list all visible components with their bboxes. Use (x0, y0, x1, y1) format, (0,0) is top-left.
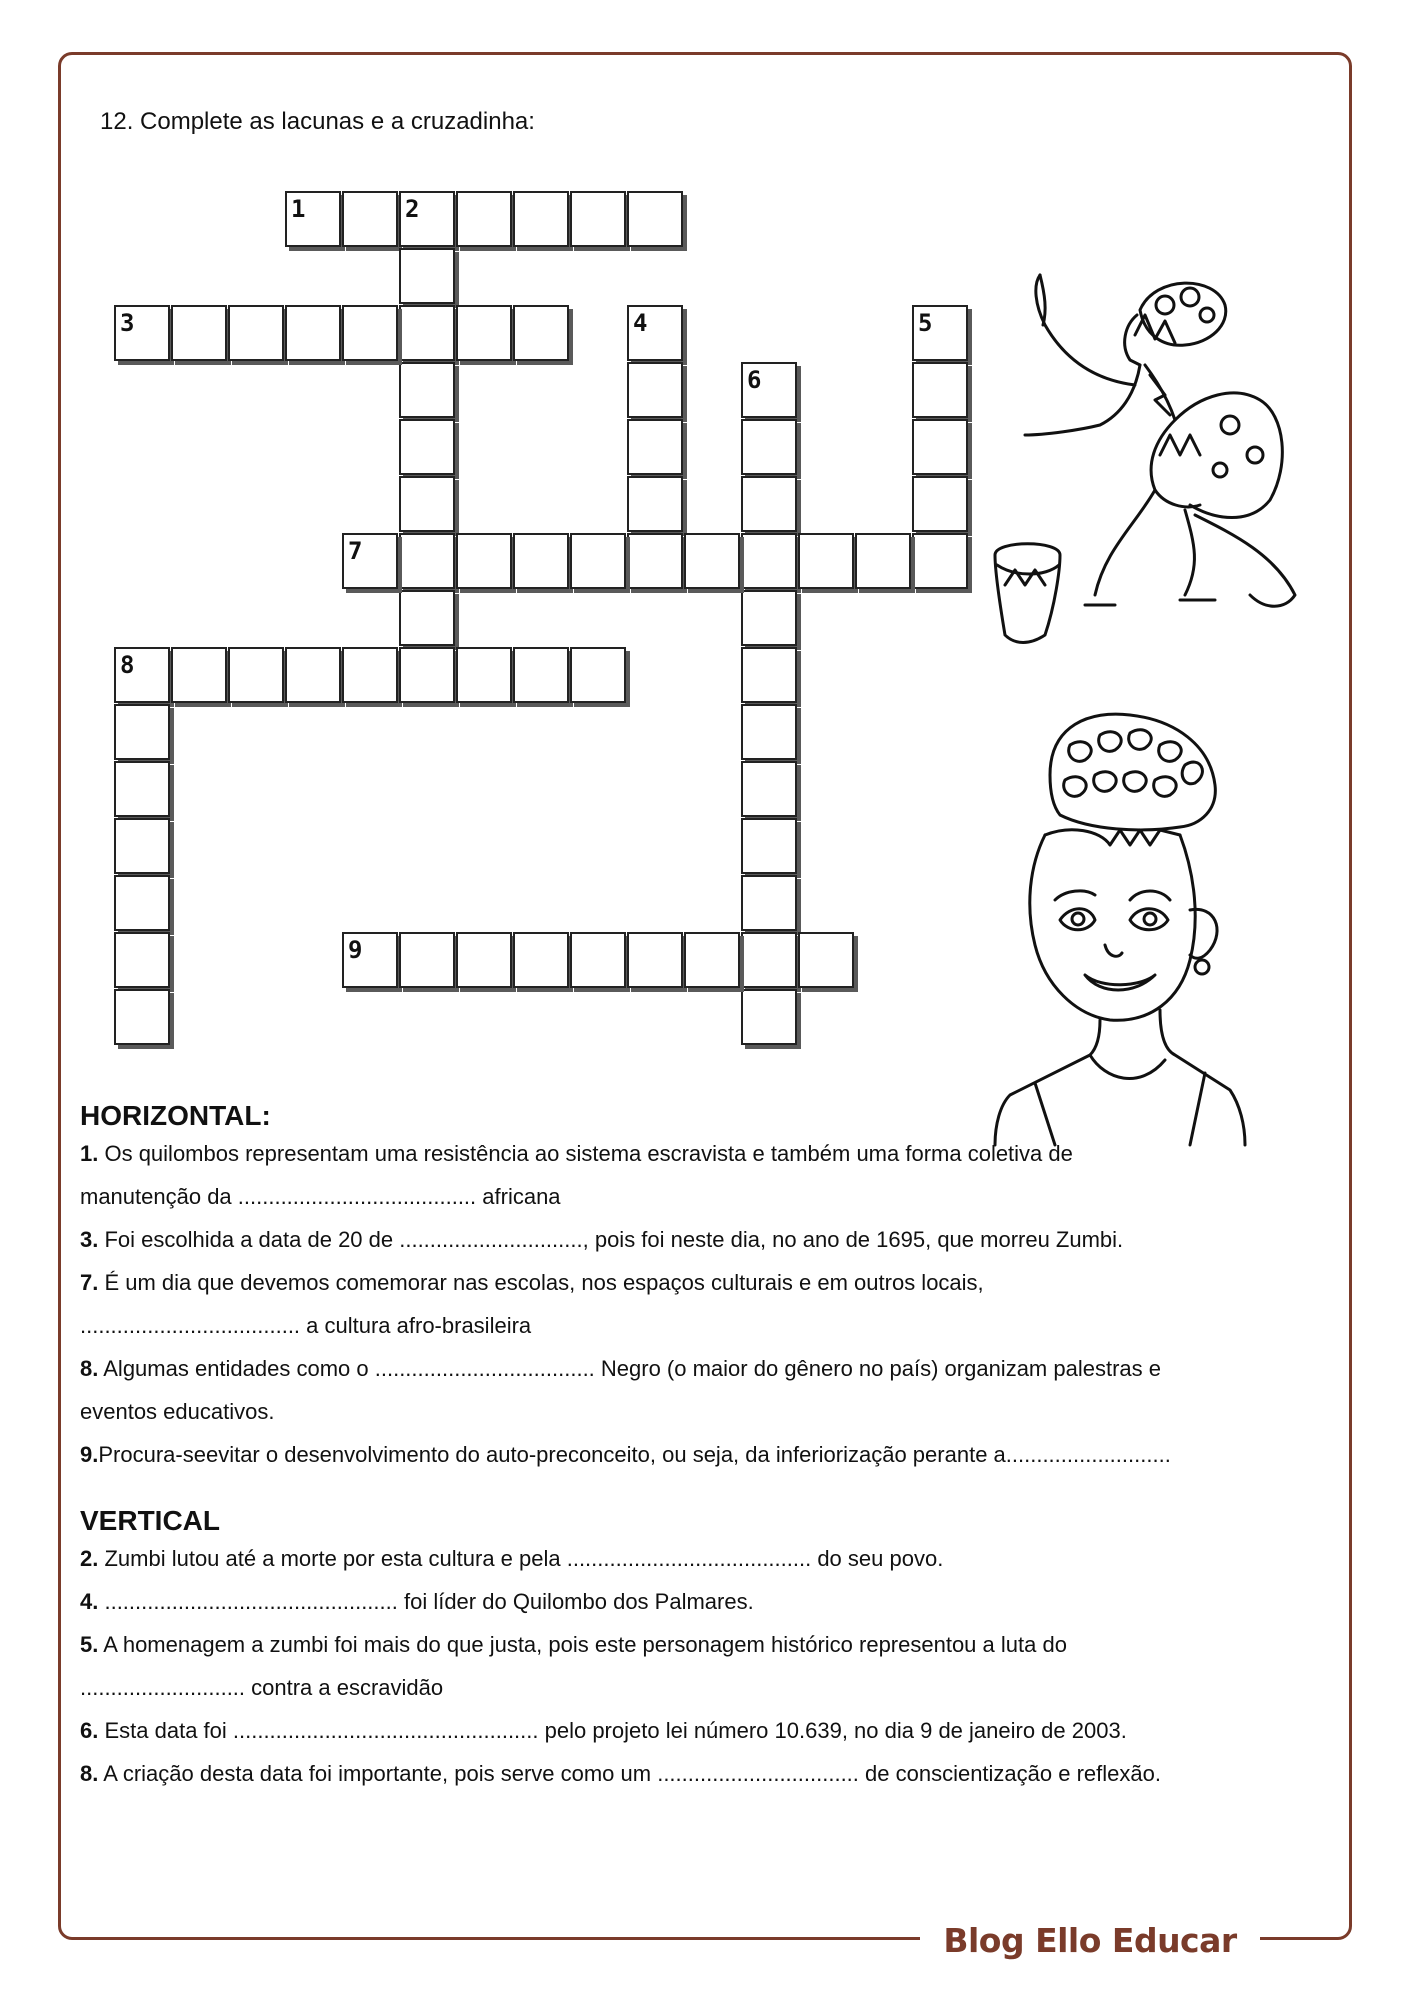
crossword-cell[interactable] (513, 647, 569, 703)
crossword-cell[interactable] (285, 647, 341, 703)
clue-number: 2 (405, 195, 420, 223)
clue-text: Procura-seevitar o desenvolvimento do auto-preconceito, ou seja, da inferiorização perante a........................... (98, 1442, 1171, 1467)
crossword-cell[interactable] (342, 191, 398, 247)
clue-number: 8. (80, 1356, 99, 1381)
crossword-cell[interactable] (513, 191, 569, 247)
clue-text: .................................... a cultura afro-brasileira (80, 1313, 532, 1338)
crossword-cell[interactable] (570, 932, 626, 988)
crossword-cell[interactable] (627, 362, 683, 418)
clue-number: 2. (80, 1546, 99, 1571)
vertical-clue-line (80, 1537, 1340, 1580)
clue-text: Algumas entidades como o .................................... Negro (o maior do gênero no país) organizam palestras e (98, 1356, 1161, 1381)
crossword-cell[interactable] (741, 932, 797, 988)
horizontal-clue-line (80, 1132, 1340, 1175)
crossword-cell[interactable] (114, 704, 170, 760)
horizontal-clues (80, 1100, 1340, 1476)
clue-number: 9 (348, 936, 363, 964)
crossword-cell[interactable] (741, 647, 797, 703)
clue-text: Zumbi lutou até a morte por esta cultura e pela ........................................ do seu povo. (98, 1546, 944, 1571)
crossword-grid (0, 0, 1000, 1080)
crossword-cell[interactable] (741, 419, 797, 475)
crossword-cell[interactable] (513, 533, 569, 589)
clue-number: 5 (918, 309, 933, 337)
horizontal-heading: HORIZONTAL: (80, 1100, 271, 1131)
crossword-cell[interactable] (741, 533, 797, 589)
dancer-illustration (985, 265, 1325, 685)
crossword-cell[interactable] (456, 647, 512, 703)
crossword-cell[interactable] (342, 305, 398, 361)
crossword-cell[interactable] (741, 989, 797, 1045)
crossword-cell[interactable] (399, 647, 455, 703)
clue-text: ................................................ foi líder do Quilombo dos Palmares. (98, 1589, 754, 1614)
crossword-cell[interactable] (741, 476, 797, 532)
crossword-cell[interactable] (399, 932, 455, 988)
crossword-cell[interactable] (456, 191, 512, 247)
crossword-cell[interactable] (114, 932, 170, 988)
clue-text: É um dia que devemos comemorar nas escolas, nos espaços culturais e em outros locais, (98, 1270, 984, 1295)
clue-number: 3 (120, 309, 135, 337)
crossword-cell[interactable] (114, 875, 170, 931)
clue-number: 1 (291, 195, 306, 223)
crossword-cell[interactable] (114, 989, 170, 1045)
crossword-cell[interactable] (912, 305, 968, 361)
horizontal-clue-line (80, 1390, 1340, 1433)
clue-text: Os quilombos representam uma resistência ao sistema escravista e também uma forma coletiva de (98, 1141, 1073, 1166)
clue-number: 4. (80, 1589, 99, 1614)
horizontal-clue-line (80, 1218, 1340, 1261)
horizontal-clue-line (80, 1261, 1340, 1304)
vertical-clue-line (80, 1580, 1340, 1623)
crossword-cell[interactable] (342, 647, 398, 703)
footer-brand: Blog Ello Educar (943, 1921, 1237, 1960)
crossword-cell[interactable] (627, 305, 683, 361)
clue-number: 3. (80, 1227, 99, 1252)
clue-number: 8. (80, 1761, 99, 1786)
crossword-cell[interactable] (570, 647, 626, 703)
crossword-cell[interactable] (627, 476, 683, 532)
crossword-cell[interactable] (342, 533, 398, 589)
crossword-cell[interactable] (741, 818, 797, 874)
crossword-cell[interactable] (114, 761, 170, 817)
crossword-cell[interactable] (399, 191, 455, 247)
clue-number: 6 (747, 366, 762, 394)
girl-illustration (990, 705, 1250, 1150)
vertical-clues (80, 1505, 1340, 1795)
crossword-cell[interactable] (912, 476, 968, 532)
clue-text: ........................... contra a escravidão (80, 1675, 444, 1700)
vertical-clue-line (80, 1666, 1340, 1709)
horizontal-clue-line (80, 1347, 1340, 1390)
crossword-cell[interactable] (399, 419, 455, 475)
crossword-cell[interactable] (114, 818, 170, 874)
vertical-clue-line (80, 1752, 1340, 1795)
horizontal-clue-line (80, 1175, 1340, 1218)
crossword-cell[interactable] (912, 533, 968, 589)
crossword-cell[interactable] (171, 647, 227, 703)
crossword-cell[interactable] (741, 761, 797, 817)
vertical-heading: VERTICAL (80, 1505, 220, 1536)
crossword-cell[interactable] (114, 647, 170, 703)
crossword-cell[interactable] (627, 191, 683, 247)
crossword-cell[interactable] (456, 533, 512, 589)
crossword-cell[interactable] (114, 305, 170, 361)
crossword-cell[interactable] (741, 704, 797, 760)
crossword-cell[interactable] (399, 248, 455, 304)
crossword-cell[interactable] (513, 305, 569, 361)
clue-number: 4 (633, 309, 648, 337)
crossword-cell[interactable] (798, 932, 854, 988)
crossword-cell[interactable] (684, 533, 740, 589)
clue-text: A criação desta data foi importante, pois serve como um ................................. de conscientização e reflexão. (98, 1761, 1161, 1786)
clue-text: Foi escolhida a data de 20 de .............................., pois foi neste dia, no ano de 1695, que morreu Zumbi. (98, 1227, 1124, 1252)
crossword-cell[interactable] (912, 362, 968, 418)
clue-text: eventos educativos. (80, 1399, 275, 1424)
instruction-text: 12. Complete as lacunas e a cruzadinha: (100, 108, 535, 135)
crossword-cell[interactable] (171, 305, 227, 361)
horizontal-clue-line (80, 1433, 1340, 1476)
crossword-cell[interactable] (627, 932, 683, 988)
crossword-cell[interactable] (285, 191, 341, 247)
clue-text: manutenção da ....................................... africana (80, 1184, 561, 1209)
crossword-cell[interactable] (399, 476, 455, 532)
vertical-clue-line (80, 1709, 1340, 1752)
crossword-cell[interactable] (570, 191, 626, 247)
crossword-cell[interactable] (912, 419, 968, 475)
crossword-cell[interactable] (513, 932, 569, 988)
clue-number: 1. (80, 1141, 99, 1166)
crossword-cell[interactable] (570, 533, 626, 589)
clue-number: 8 (120, 651, 135, 679)
vertical-clue-line (80, 1623, 1340, 1666)
crossword-cell[interactable] (456, 305, 512, 361)
crossword-cell[interactable] (456, 932, 512, 988)
clue-number: 5. (80, 1632, 99, 1657)
clue-number: 9. (80, 1442, 99, 1467)
crossword-cell[interactable] (627, 419, 683, 475)
crossword-cell[interactable] (342, 932, 398, 988)
clue-text: A homenagem a zumbi foi mais do que justa, pois este personagem histórico representou a luta do (98, 1632, 1067, 1657)
clue-number: 7. (80, 1270, 99, 1295)
crossword-cell[interactable] (228, 647, 284, 703)
crossword-cell[interactable] (741, 875, 797, 931)
crossword-cell[interactable] (399, 590, 455, 646)
crossword-cell[interactable] (399, 533, 455, 589)
crossword-cell[interactable] (627, 533, 683, 589)
crossword-cell[interactable] (228, 305, 284, 361)
clue-number: 7 (348, 537, 363, 565)
crossword-cell[interactable] (285, 305, 341, 361)
crossword-cell[interactable] (855, 533, 911, 589)
crossword-cell[interactable] (399, 305, 455, 361)
clue-text: Esta data foi .................................................. pelo projeto lei número 10.639, no dia 9 de janeiro de 2003. (98, 1718, 1127, 1743)
crossword-cell[interactable] (684, 932, 740, 988)
crossword-cell[interactable] (741, 590, 797, 646)
horizontal-clue-line (80, 1304, 1340, 1347)
clue-number: 6. (80, 1718, 99, 1743)
crossword-cell[interactable] (798, 533, 854, 589)
crossword-cell[interactable] (741, 362, 797, 418)
crossword-cell[interactable] (399, 362, 455, 418)
